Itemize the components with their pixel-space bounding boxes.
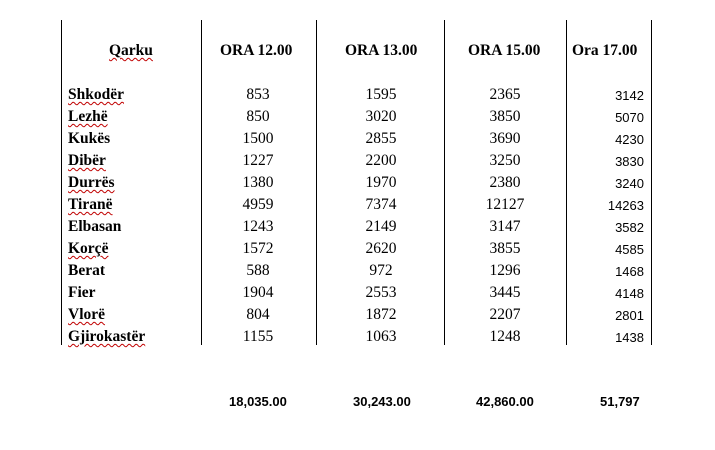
table-cell-v13: 2553 <box>365 284 397 301</box>
table-cell-v13: 2149 <box>365 218 397 235</box>
region-name: Vlorë <box>68 306 106 323</box>
table-cell-v13: 1595 <box>365 86 397 103</box>
region-name: Shkodër <box>68 86 124 103</box>
region-name: Korçë <box>68 240 109 257</box>
region-name: Dibër <box>68 152 106 169</box>
table-cell-v15: 2207 <box>489 306 521 323</box>
table-cell-v15: 3147 <box>489 218 521 235</box>
table-cell-v12: 4959 <box>242 196 274 213</box>
region-name: Berat <box>68 262 106 279</box>
table-cell-v13: 1872 <box>365 306 397 323</box>
table-cell-v13: 1063 <box>365 328 397 345</box>
table-cell-v15: 2380 <box>489 174 521 191</box>
total-ora-12: 18,035.00 <box>229 394 287 409</box>
table-cell-v15: 1248 <box>489 328 521 345</box>
table-cell-v12: 1380 <box>242 174 274 191</box>
table-cell-v13: 2620 <box>365 240 397 257</box>
table-cell-v17: 1438 <box>615 330 644 345</box>
region-name: Gjirokastër <box>68 328 146 345</box>
table-cell-v17: 3830 <box>615 154 644 169</box>
column-divider <box>201 20 202 345</box>
table-cell-v17: 3240 <box>615 176 644 191</box>
table-cell-v15: 3855 <box>489 240 521 257</box>
table-cell-v17: 4585 <box>615 242 644 257</box>
total-ora-13: 30,243.00 <box>353 394 411 409</box>
table-cell-v12: 1500 <box>242 130 274 147</box>
column-divider <box>444 20 445 345</box>
table-cell-v17: 4230 <box>615 132 644 147</box>
region-name: Lezhë <box>68 108 108 125</box>
table-cell-v13: 7374 <box>365 196 397 213</box>
column-divider <box>316 20 317 345</box>
table-cell-v12: 850 <box>246 108 270 125</box>
table-cell-v15: 2365 <box>489 86 521 103</box>
header-ora-15: ORA 15.00 <box>468 42 541 59</box>
table-cell-v12: 1904 <box>242 284 274 301</box>
column-divider <box>651 20 652 345</box>
table-cell-v12: 853 <box>246 86 270 103</box>
region-name: Kukës <box>68 130 111 147</box>
total-ora-15: 42,860.00 <box>476 394 534 409</box>
header-ora-13: ORA 13.00 <box>345 42 418 59</box>
table-cell-v17: 4148 <box>615 286 644 301</box>
table-cell-v13: 3020 <box>365 108 397 125</box>
table-cell-v15: 1296 <box>489 262 521 279</box>
column-divider <box>61 20 62 345</box>
header-ora-17: Ora 17.00 <box>572 42 638 59</box>
region-name: Durrës <box>68 174 115 191</box>
table-cell-v17: 2801 <box>615 308 644 323</box>
table-cell-v15: 3850 <box>489 108 521 125</box>
table-cell-v12: 1243 <box>242 218 274 235</box>
table-cell-v12: 1227 <box>242 152 274 169</box>
total-ora-17: 51,797 <box>600 394 640 409</box>
table-cell-v12: 588 <box>246 262 270 279</box>
table-cell-v17: 14263 <box>607 198 644 213</box>
table-cell-v15: 3445 <box>489 284 521 301</box>
region-name: Elbasan <box>68 218 122 235</box>
table-cell-v15: 12127 <box>485 196 525 213</box>
table-cell-v13: 972 <box>369 262 393 279</box>
table-cell-v17: 5070 <box>615 110 644 125</box>
table-cell-v15: 3690 <box>489 130 521 147</box>
table-cell-v15: 3250 <box>489 152 521 169</box>
table-cell-v12: 804 <box>246 306 270 323</box>
header-ora-12: ORA 12.00 <box>220 42 293 59</box>
table-cell-v17: 3582 <box>615 220 644 235</box>
table-cell-v13: 2855 <box>365 130 397 147</box>
table-cell-v13: 1970 <box>365 174 397 191</box>
table-cell-v12: 1572 <box>242 240 274 257</box>
region-name: Tiranë <box>68 196 113 213</box>
table-cell-v13: 2200 <box>365 152 397 169</box>
header-qarku: Qarku <box>109 42 153 59</box>
region-name: Fier <box>68 284 96 301</box>
table-cell-v12: 1155 <box>242 328 274 345</box>
table-cell-v17: 1468 <box>615 264 644 279</box>
table-cell-v17: 3142 <box>615 88 644 103</box>
